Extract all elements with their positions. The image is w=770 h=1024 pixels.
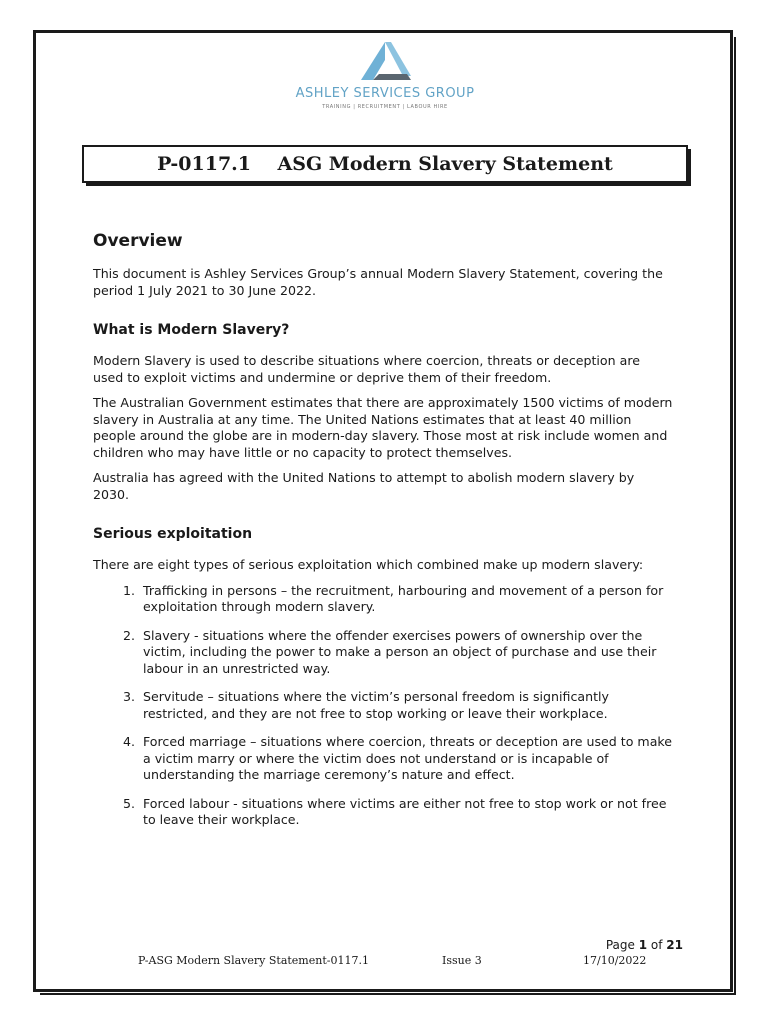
exploitation-list (93, 583, 673, 829)
page-label: Page (605, 938, 635, 952)
list-item: 5. Forced labour - situations where victims are either not free to stop work or not free to leave their workplace. (139, 796, 673, 829)
page-current: 1 (638, 938, 648, 952)
list-item: 2. Slavery - situations where the offender exercises powers of ownership over the victim, including the power to make a person an object of purchase and use their labour in an unrestricted way. (139, 628, 673, 678)
overview-section (93, 230, 673, 299)
logo-tagline: TRAINING | RECRUITMENT | LABOUR HIRE (322, 104, 448, 110)
page-number (560, 938, 683, 952)
serious-intro: There are eight types of serious exploitation which combined make up modern slavery: (93, 557, 644, 572)
list-item: 4. Forced marriage – situations where coercion, threats or deception are used to make a victim marry or where the victim does not understand or is incapable of understanding the marriage ceremony’s nature and effect. (139, 734, 673, 784)
page-of: of (650, 938, 663, 952)
what-is-heading: What is Modern Slavery? (93, 322, 290, 338)
overview-heading: Overview (93, 231, 183, 251)
triangle-logo-icon (357, 40, 413, 82)
footer-date: 17/10/2022 (583, 954, 647, 967)
logo-name: ASHLEY SERVICES GROUP (295, 86, 475, 101)
footer-doc: P-ASG Modern Slavery Statement-0117.1 (138, 954, 369, 967)
footer-issue: Issue 3 (442, 954, 482, 967)
document-title: P-0117.1 ASG Modern Slavery Statement (157, 153, 613, 175)
overview-text: This document is Ashley Services Group’s annual Modern Slavery Statement, covering the period 1 July 2021 to 30 June 2022. (93, 266, 663, 298)
serious-section (93, 525, 673, 829)
serious-heading: Serious exploitation (93, 526, 253, 542)
list-item: 3. Servitude – situations where the victim’s personal freedom is significantly restricted, and they are not free to stop working or leave their workplace. (139, 689, 673, 722)
title-box (82, 145, 688, 183)
paragraph: Australia has agreed with the United Nations to attempt to abolish modern slavery by 2030. (93, 470, 635, 502)
paragraph: The Australian Government estimates that there are approximately 1500 victims of modern slavery in Australia at any time. The United Nations estimates that at least 40 million people around the globe are in modern-day slavery. Those most at risk include women and children who may have little or no capacity to protect themselves. (93, 395, 673, 460)
page-total: 21 (666, 938, 683, 952)
paragraph: Modern Slavery is used to describe situations where coercion, threats or deception are used to exploit victims and undermine or deprive them of their freedom. (93, 353, 640, 385)
list-item: 1. Trafficking in persons – the recruitment, harbouring and movement of a person for exploitation through modern slavery. (139, 583, 673, 616)
document-body (93, 230, 673, 841)
what-is-section (93, 321, 673, 503)
company-logo (285, 40, 485, 110)
